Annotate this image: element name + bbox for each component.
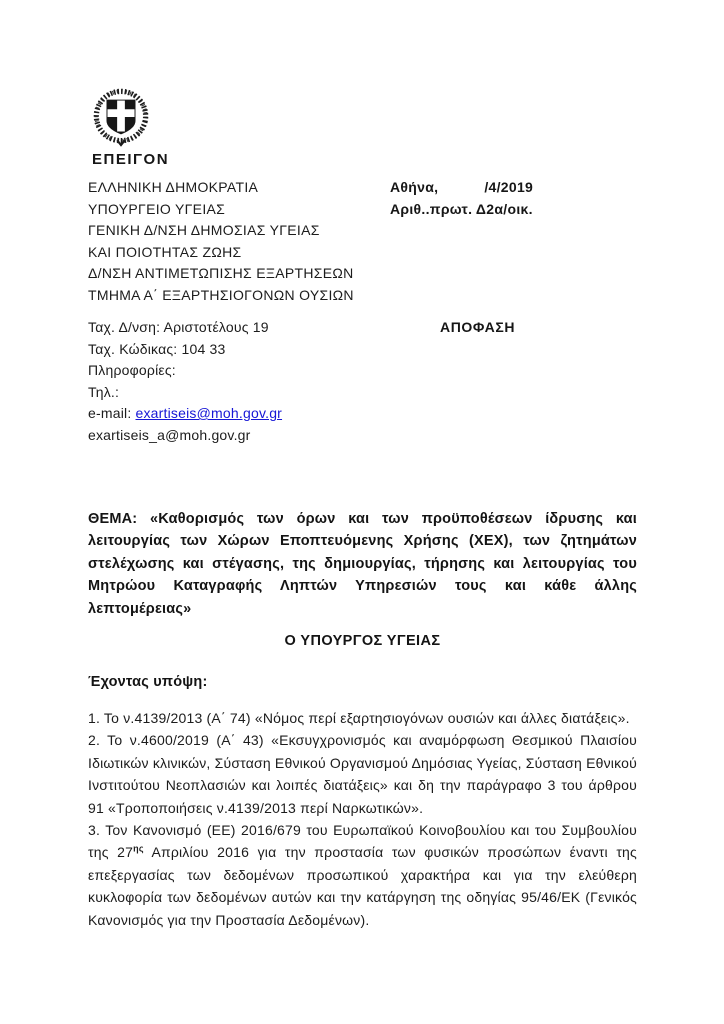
consideration-3-ordinal-suffix: ης (133, 843, 144, 854)
agency-line-republic: ΕΛΛΗΝΙΚΗ ΔΗΜΟΚΡΑΤΙΑ (88, 179, 259, 195)
contact-section (88, 317, 637, 446)
document-meta (390, 177, 533, 220)
phone-line: Τηλ.: (88, 383, 120, 400)
consideration-item-3 (88, 819, 637, 931)
agency-line-general-directorate-cont: ΚΑΙ ΠΟΙΟΤΗΤΑΣ ΖΩΗΣ (88, 243, 242, 260)
postal-code-line: Ταχ. Κώδικας: 104 33 (88, 340, 226, 357)
consideration-3-part2: Απριλίου 2016 για την προστασία των φυσικών προσώπων έναντι της επεξεργασίας των δεδομένων προσωπικού χαρακτήρα και για την ελεύθερη κυκλοφορία των δεδομένων αυτών και την κατάργηση της οδηγίας 95/46/ΕΚ (Γενικός Κανονισμός για την Προστασία Δεδομένων). (88, 844, 637, 928)
email-secondary-line: exartiseis_a@moh.gov.gr (88, 426, 251, 443)
decision-heading: ΑΠΟΦΑΣΗ (440, 319, 516, 335)
consideration-item-2: 2. Το ν.4600/2019 (Α΄ 43) «Εκσυγχρονισμός και αναμόρφωση Θεσμικού Πλαισίου Ιδιωτικών κλινικών, Σύσταση Εθνικού Οργανισμού Δημόσιας Υγείας, Σύσταση Εθνικού Ινστιτούτου Νεοπλασιών και λοιπές διατάξεις» και δη την παράγραφο 3 του άρθρου 91 «Τροποποιήσεις ν.4139/2013 περί Ναρκωτικών». (88, 732, 637, 816)
urgency-label: ΕΠΕΙΓΟΝ (92, 151, 170, 168)
date-value: /4/2019 (484, 179, 534, 195)
letterhead (88, 177, 637, 306)
email-label: e-mail: (88, 405, 136, 421)
consideration-3-part1: 3. Τον Κανονισμό (ΕΕ) 2016/679 του Ευρωπαϊκού Κοινοβουλίου και του Συμβουλίου της 27 (88, 822, 637, 861)
email-line (88, 403, 637, 425)
having-regard-heading: Έχοντας υπόψη: (88, 674, 208, 691)
subject-paragraph: ΘΕΜΑ: «Καθορισμός των όρων και των προϋποθέσεων ίδρυσης και λειτουργίας των Χώρων Εποπτευόμενης Χρήσης (ΧΕΧ), των ζητημάτων στελέχωσης και στέγασης, της δημιουργίας, τήρησης και λειτουργίας του Μητρώου Καταγραφής Ληπτών Υπηρεσιών τους και κάθε άλλης λεπτομέρειας» (88, 511, 637, 617)
minister-title: Ο ΥΠΟΥΡΓΟΣ ΥΓΕΙΑΣ (284, 633, 441, 650)
city-label: Αθήνα, (390, 179, 439, 195)
considerations-list (88, 707, 637, 931)
agency-line-general-directorate: ΓΕΝΙΚΗ Δ/ΝΣΗ ΔΗΜΟΣΙΑΣ ΥΓΕΙΑΣ (88, 222, 320, 238)
emblem-block (92, 86, 637, 168)
agency-line-directorate: Δ/ΝΣΗ ΑΝΤΙΜΕΤΩΠΙΣΗΣ ΕΞΑΡΤΗΣΕΩΝ (88, 265, 354, 281)
date-line (390, 177, 533, 199)
information-line: Πληροφορίες: (88, 362, 176, 378)
greek-coat-of-arms-icon (92, 86, 150, 148)
postal-address-line: Ταχ. Δ/νση: Αριστοτέλους 19 (88, 319, 269, 335)
email-link-primary[interactable]: exartiseis@moh.gov.gr (135, 405, 283, 421)
agency-line-department: ΤΜΗΜΑ Α΄ ΕΞΑΡΤΗΣΙΟΓΟΝΩΝ ΟΥΣΙΩΝ (88, 286, 354, 303)
agency-line-ministry: ΥΠΟΥΡΓΕΙΟ ΥΓΕΙΑΣ (88, 200, 226, 217)
protocol-line: Αριθ..πρωτ. Δ2α/οικ. (390, 200, 533, 217)
consideration-item-1: 1. Το ν.4139/2013 (Α΄ 74) «Νόμος περί εξαρτησιογόνων ουσιών και άλλες διατάξεις». (88, 710, 630, 727)
